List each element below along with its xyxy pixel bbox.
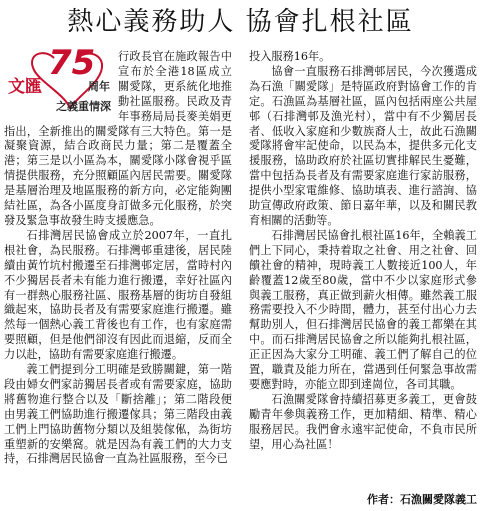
- left-paragraph-3: 義工們提到分工明確是致勝關鍵，第一階段由婦女們家訪獨居長者或有需要家庭，協助將舊物進行整合以及「斷捨離」；第二階段便由男義工們協助進行搬遷傢具；第三階段由義工們上門協助舊物分類以及組裝傢俬，為街坊重塑新的安樂窩。就是因為有義工們的大力支持，石排灣居民協會一直為社區服務，至今已: [4, 363, 232, 466]
- right-paragraph-3: 石排灣居民協會扎根社區16年，全賴義工們上下同心，秉持着取之社會、用之社會、回饋社會的精神，現時義工人數接近100人，年齡覆蓋12歲至80歲，當中不少以家庭形式參與義工服務，真正做到薪火相傳。雖然義工服務需要投入不少時間，體力，甚至付出心力去幫助別人，但石排灣居民協會的義工都樂在其中。而石排灣居民協會之所以能夠扎根社區，正正因為大家分工明確、義工們了解自己的位置，職責及能力所在，當遇到任何緊急事故需要應對時，亦能立即到達崗位，各司其職。: [249, 228, 477, 391]
- logo-anniversary: 周年: [88, 80, 110, 93]
- wenhui-75-anniversary-logo: [4, 43, 112, 120]
- headline: 熱心義務助人 協會扎根社區: [67, 7, 414, 37]
- right-paragraph-1: 投入服務16年。: [249, 50, 331, 63]
- author-credit: 作者：石漁關愛隊義工: [367, 493, 477, 506]
- right-column: [249, 50, 477, 452]
- left-paragraph-1: 行政長官在施政報告中宣布於全港18區成立關愛隊，更系統化地推動社區服務。民政及青年事務局局長麥美娟更指出，全新推出的關愛隊有三大特色。第一是凝聚資源，結合政商民力量；第二是覆蓋全港；第三是以小區為本，關愛隊小隊會視乎區情提供服務，充分照顧區內居民需要。關愛隊是基層治理及地區服務的新方向，必定能夠團結社區，為各小區度身訂做多元化服務，於突發及緊急事故發生時支援應急。: [4, 50, 232, 227]
- logo-number: 75: [48, 43, 96, 83]
- left-column: [4, 43, 232, 467]
- logo-publication-name: 文匯: [8, 77, 42, 97]
- logo-subtitle: 之義重情深: [56, 100, 111, 113]
- left-paragraph-2: 石排灣居民協會成立於2007年，一直扎根社會，為民服務。石排灣邨重建後，居民陸續由黃竹坑村搬遷至石排灣邨定居，當時村內不少獨居長者未有能力進行搬遷，幸好社區內有一群熱心服務社區、服務基層的街坊自發組織起來，協助長者及有需要家庭進行搬遷。雖然每一個熱心義工背後也有工作，也有家庭需要照顧，但是他們卻沒有因此而退縮，反而全力以赴，協助有需要家庭進行搬遷。: [4, 228, 232, 362]
- right-paragraph-4: 石漁關愛隊會持續招募更多義工，更會鼓勵青年參與義務工作，更加精細、精準、精心服務居民。我們會永遠牢記使命，不負市民所望，用心為社區！: [249, 392, 477, 451]
- right-paragraph-2: 協會一直服務石排灣邨居民，今次獲選成為石漁「關愛隊」是特區政府對協會工作的肯定。石漁區為基層社區，區內包括兩座公共屋邨（石排灣邨及漁光村），當中有不少獨居長者、低收入家庭和少數族裔人士，故此石漁關愛隊將會牢記使命，以民為本，提供多元化支援服務，協助政府於社區切實排解民生憂難，當中包括為長者及有需要家庭進行家訪服務，提供小型家電維修、協助填表、進行諮詢、協助宣傳政府政策、節日嘉年華，以及和關民教育相關的活動等。: [249, 64, 477, 227]
